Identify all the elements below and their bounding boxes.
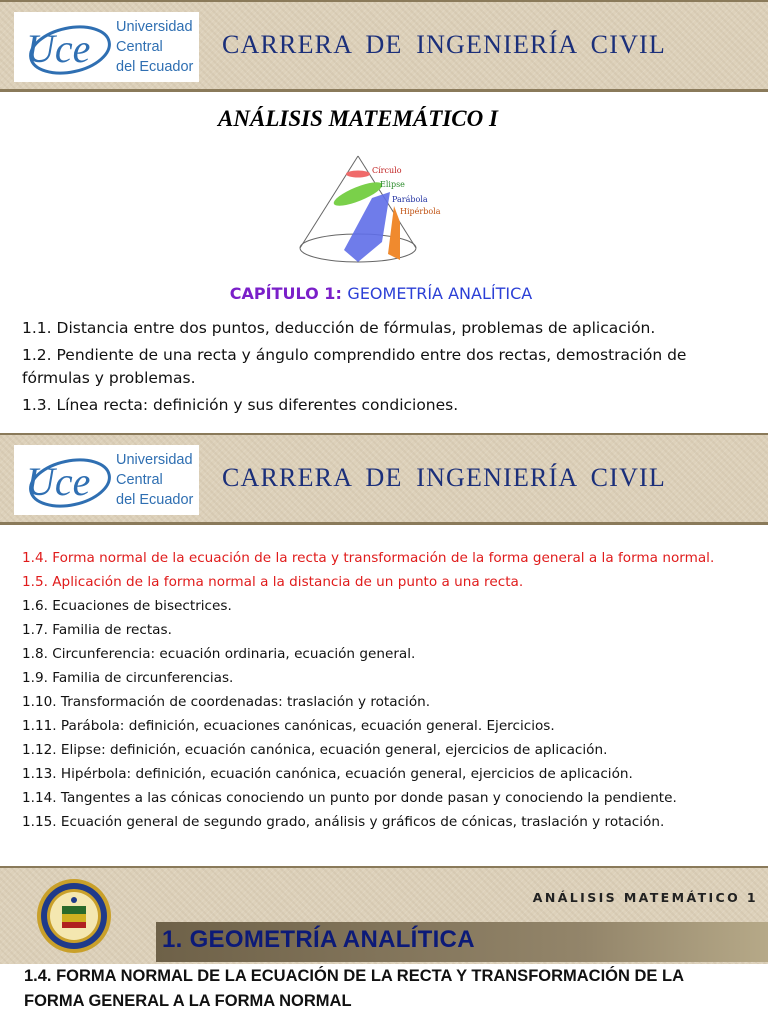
header-banner-repeat (0, 433, 768, 525)
university-logo (14, 12, 199, 82)
logo-line: Central (116, 472, 163, 488)
topic-item: 1.10. Transformación de coordenadas: traslación y rotación. (22, 694, 431, 710)
chapter-heading (0, 284, 762, 303)
topic-item: 1.1. Distancia entre dos puntos, deducción de fórmulas, problemas de aplicación. (22, 319, 656, 337)
university-name (116, 450, 193, 510)
chapter-label: CAPÍTULO 1: (229, 284, 342, 303)
topic-item-highlighted: 1.5. Aplicación de la forma normal a la distancia de un punto a una recta. (22, 574, 524, 590)
logo-line: Central (116, 39, 163, 55)
logo-mark-text: Uce (26, 459, 91, 504)
career-title: CARRERA DE INGENIERÍA CIVIL (222, 30, 666, 59)
label-elipse: Elipse (380, 180, 405, 189)
university-name (116, 17, 193, 77)
career-title: CARRERA DE INGENIERÍA CIVIL (222, 463, 666, 492)
topic-item: 1.11. Parábola: definición, ecuaciones canónicas, ecuación general. Ejercicios. (22, 718, 555, 734)
topic-item: 1.2. Pendiente de una recta y ángulo comprendido entre dos rectas, demostración de fórmulas y problemas. (22, 346, 687, 387)
label-circulo: Círculo (372, 166, 402, 175)
uce-logo-mark (18, 16, 114, 78)
topic-item-highlighted: 1.4. Forma normal de la ecuación de la recta y transformación de la forma general a la forma normal. (22, 550, 715, 566)
university-logo (14, 445, 199, 515)
university-seal-icon (36, 878, 112, 954)
logo-line: del Ecuador (116, 492, 194, 508)
chapter-name: GEOMETRÍA ANALÍTICA (347, 284, 533, 303)
conic-sections-cone-figure (296, 150, 476, 272)
logo-mark-text: Uce (26, 26, 91, 71)
logo-line: del Ecuador (116, 59, 194, 75)
topic-list-part2 (22, 548, 750, 836)
label-parabola: Parábola (392, 195, 428, 204)
topic-item: 1.6. Ecuaciones de bisectrices. (22, 598, 232, 614)
label-hiperbola: Hipérbola (400, 207, 441, 216)
section-title: 1. GEOMETRÍA ANALÍTICA (162, 926, 475, 953)
subsection-heading: 1.4. FORMA NORMAL DE LA ECUACIÓN DE LA RECTA Y TRANSFORMACIÓN DE LA FORMA GENERAL A LA FORMA NORMAL (24, 967, 684, 1010)
uce-logo-mark (18, 449, 114, 511)
topic-item: 1.9. Familia de circunferencias. (22, 670, 234, 686)
section-title-bar (156, 922, 768, 962)
topic-item: 1.12. Elipse: definición, ecuación canónica, ecuación general, ejercicios de aplicación. (22, 742, 608, 758)
topic-list-part1 (22, 317, 742, 421)
topic-item: 1.13. Hipérbola: definición, ecuación canónica, ecuación general, ejercicios de aplicación. (22, 766, 633, 782)
header-banner (0, 0, 768, 92)
course-title: ANÁLISIS MATEMÁTICO I (218, 106, 498, 131)
logo-line: Universidad (116, 452, 193, 468)
subject-tag: ANÁLISIS MATEMÁTICO 1 (532, 890, 758, 905)
logo-line: Universidad (116, 19, 193, 35)
topic-item: 1.14. Tangentes a las cónicas conociendo un punto por donde pasan y conociendo la pendiente. (22, 790, 677, 806)
topic-item: 1.7. Familia de rectas. (22, 622, 172, 638)
topic-item: 1.8. Circunferencia: ecuación ordinaria, ecuación general. (22, 646, 416, 662)
topic-item: 1.3. Línea recta: definición y sus diferentes condiciones. (22, 396, 459, 414)
section-banner (0, 866, 768, 964)
topic-item: 1.15. Ecuación general de segundo grado, análisis y gráficos de cónicas, traslación y rotación. (22, 814, 665, 830)
